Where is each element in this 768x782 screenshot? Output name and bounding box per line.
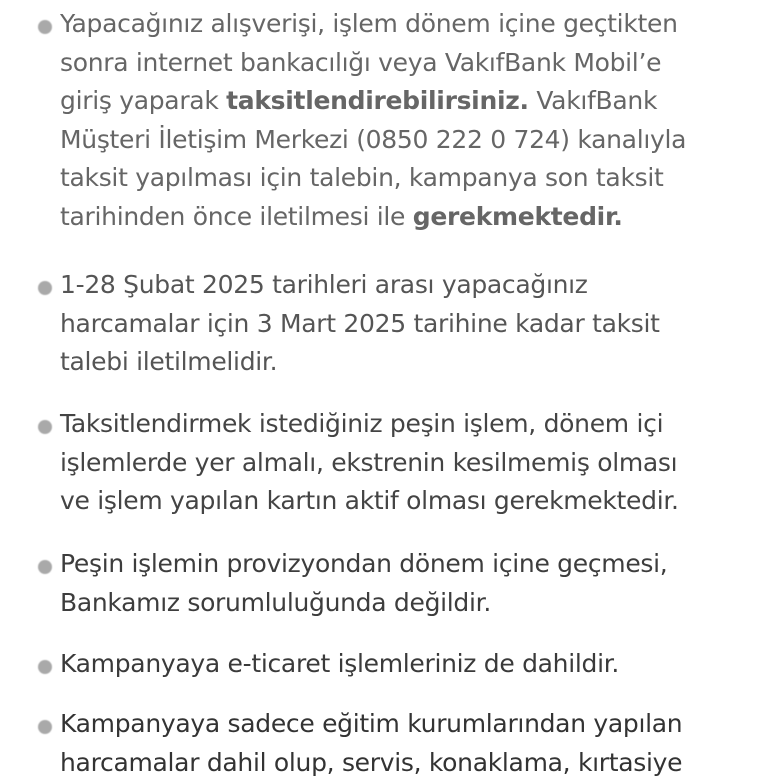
list-item (60, 405, 750, 521)
text-line (60, 343, 750, 382)
text-line (60, 645, 750, 684)
text-line (60, 584, 750, 623)
bullet-icon (38, 560, 52, 574)
list-item (60, 545, 750, 622)
text-line (60, 266, 750, 305)
text-segment: Bankamız sorumluluğunda değildir. (60, 588, 491, 617)
text-segment: harcamalar için 3 Mart 2025 tarihine kadar taksit (60, 309, 660, 338)
bullet-icon (38, 660, 52, 674)
bullet-icon (38, 420, 52, 434)
text-line (60, 5, 750, 44)
bold-text: taksitlendirebilirsiniz. (226, 86, 529, 115)
text-line (60, 405, 750, 444)
bold-text: gerekmektedir. (413, 202, 623, 231)
text-segment: taksit yapılması için talebin, kampanya son taksit (60, 163, 664, 192)
text-line (60, 482, 750, 521)
text-line (60, 305, 750, 344)
text-line (60, 744, 750, 782)
text-segment: işlemlerde yer almalı, ekstrenin kesilmemiş olması (60, 448, 677, 477)
text-segment: harcamalar dahil olup, servis, konaklama, kırtasiye (60, 748, 682, 777)
text-line (60, 121, 750, 160)
list-item (60, 5, 750, 236)
text-segment: Yapacağınız alışverişi, işlem dönem içine geçtikten (60, 9, 678, 38)
list-item (60, 266, 750, 382)
text-line (60, 545, 750, 584)
text-segment: tarihinden önce iletilmesi ile (60, 202, 413, 231)
text-line (60, 705, 750, 744)
text-segment: Taksitlendirmek istediğiniz peşin işlem, dönem içi (60, 409, 663, 438)
text-segment: sonra internet bankacılığı veya VakıfBank Mobil’e (60, 48, 661, 77)
text-segment: giriş yaparak (60, 86, 226, 115)
text-segment: Kampanyaya sadece eğitim kurumlarından yapılan (60, 709, 682, 738)
text-segment: ve işlem yapılan kartın aktif olması gerekmektedir. (60, 486, 679, 515)
text-line (60, 82, 750, 121)
text-segment: 1-28 Şubat 2025 tarihleri arası yapacağınız (60, 270, 588, 299)
bullet-icon (38, 720, 52, 734)
list-item (60, 645, 750, 684)
bullet-icon (38, 281, 52, 295)
bullet-icon (38, 20, 52, 34)
text-segment: Peşin işlemin provizyondan dönem içine geçmesi, (60, 549, 667, 578)
text-line (60, 44, 750, 83)
list-item (60, 705, 750, 782)
text-line (60, 444, 750, 483)
text-segment: Kampanyaya e-ticaret işlemleriniz de dahildir. (60, 649, 619, 678)
text-line (60, 159, 750, 198)
text-segment: talebi iletilmelidir. (60, 347, 277, 376)
text-segment: VakıfBank (529, 86, 657, 115)
text-segment: Müşteri İletişim Merkezi (0850 222 0 724) kanalıyla (60, 125, 686, 154)
text-line (60, 198, 750, 237)
